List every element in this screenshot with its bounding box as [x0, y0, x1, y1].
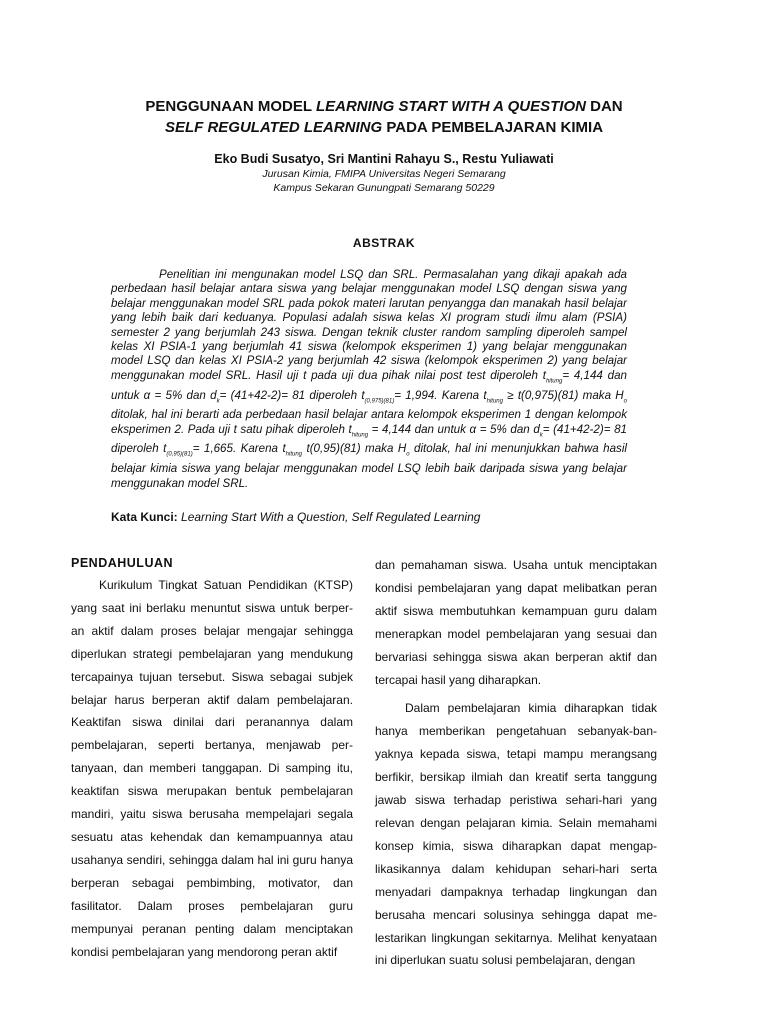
subscript: hitung	[351, 432, 369, 438]
title-part-italic: SELF REGULATED LEARNING	[164, 119, 383, 136]
title-part: PENGGUNAAN MODEL	[145, 98, 316, 115]
affiliation-line-2: Kampus Sekaran Gunungpati Semarang 50229	[273, 182, 495, 194]
section-heading: PENDAHULUAN	[71, 556, 174, 570]
body-paragraph: dan pemahaman siswa. Usaha untuk menciptakan kondisi pembelajaran yang dapat melibatkan peran aktif siswa membutuhkan kemampuan guru dalam menerapkan model pembelajaran yang sesuai dan bervariasi sehingga siswa akan berperan aktif dan tercapai hasil yang diharapkan.	[375, 558, 657, 687]
subscript: (0,95)(81)	[166, 451, 193, 458]
subscript: k	[216, 397, 220, 404]
keywords-text: Learning Start With a Question, Self Regulated Learning	[177, 510, 481, 524]
subscript: (0,975)(81)	[364, 397, 395, 404]
keywords-label: Kata Kunci:	[111, 510, 178, 524]
abstract-text: ≥ t(0,975)(81) maka H	[502, 388, 624, 402]
subscript: hitung	[486, 397, 503, 404]
abstract-text: = 4,144 dan untuk α = 5% dan d	[111, 368, 627, 402]
title-part: DAN	[585, 98, 623, 115]
subscript: o	[623, 397, 627, 404]
abstract-text: = (41+42-2)= 81 diperoleh t	[219, 388, 365, 402]
body-paragraph: Dalam pembelajaran kimia diharapkan tidak hanya memberikan pengetahuan sebanyak-ban-yaknya kepada siswa, tetapi mampu merangsang berfikir, bersikap ilmiah dan kreatif serta tanggung jawab siswa terhadap peristiwa sehari-hari yang relevan dengan pelajaran kimia. Selain memahami konsep kimia, siswa diharapkan dapat mengap-likasikannya dalam kehidupan sehari-hari serta menyadari dampaknya terhadap lingkungan dan berusaha mencari solusinya sehingga dapat me-lestarikan lingkungan sekitarnya. Melihat kenyataan ini diperlukan suatu solusi pembelajaran, dengan	[375, 701, 657, 968]
abstract-text: = 1,994. Karena t	[394, 388, 487, 402]
abstract-heading: ABSTRAK	[352, 236, 416, 250]
paper-title	[60, 96, 708, 138]
subscript: k	[539, 432, 543, 438]
title-part: PADA PEMBELAJARAN KIMIA	[382, 119, 604, 136]
abstract-text: = 1,665. Karena t	[192, 442, 286, 456]
abstract-text: = (41+42-2)= 81 diperoleh t	[111, 422, 627, 456]
title-line-1	[60, 96, 708, 117]
abstract-text: ditolak, hal ini berarti ada perbedaan hasil belajar antara kelompok eksperimen 1 dengan kelompok eksperimen 2. Pada uji t satu pihak diperoleh t	[111, 408, 627, 436]
body-paragraph: Kurikulum Tingkat Satuan Pendidikan (KTSP) yang saat ini berlaku menuntut siswa untuk berper-an aktif dalam proses belajar mengajar sehingga diperlukan strategi pembelajaran yang mendukung tercapainya tujuan tersebut. Siswa sebagai subjek belajar harus berperan aktif dalam pembelajaran. Keaktifan siswa dinilai dari peranannya dalam pembelajaran, seperti bertanya, menjawab per-tanyaan, dan memberi tanggapan. Di samping itu, keaktifan siswa merupakan bentuk pembelajaran mandiri, yaitu siswa berusaha mempelajari segala sesuatu atas kehendak dan kemampuannya atau usahanya sendiri, sehingga dalam hal ini guru hanya berperan sebagai pembimbing, motivator, dan fasilitator. Dalam proses pembelajaran guru mempunyai peranan penting dalam menciptakan kondisi pembelajaran yang mendorong peran aktif	[71, 578, 353, 959]
affiliation-line-1: Jurusan Kimia, FMIPA Universitas Negeri Semarang	[262, 168, 506, 180]
author-list: Eko Budi Susatyo, Sri Mantini Rahayu S., Restu Yuliawati	[214, 152, 554, 166]
left-column	[71, 552, 353, 963]
subscript: o	[406, 451, 410, 458]
abstract-text: t(0,95)(81) maka H	[302, 442, 407, 456]
right-column	[375, 554, 657, 972]
title-part-italic: LEARNING START WITH A QUESTION	[315, 98, 586, 115]
abstract-text: Penelitian ini mengunakan model LSQ dan SRL. Permasalahan yang dikaji apakah ada perbedaan hasil belajar antara siswa yang belajar menggunakan model LSQ dengan siswa yang belajar menggunakan model SRL pada pokok materi larutan penyangga dan manakah hasil belajar yang lebih baik dari keduanya. Populasi adalah siswa kelas XI program studi ilmu alam (PSIA) semester 2 yang berjumlah 243 siswa. Dengan teknik cluster random sampling diperoleh sampel kelas XI PSIA-1 yang berjumlah 41 siswa (kelompok eksperimen 1) yang belajar menggunakan model LSQ dan kelas XI PSIA-2 yang berjumlah 42 siswa (kelompok eksperimen 2) yang belajar menggunakan model SRL. Hasil uji t pada uji dua pihak nilai post test diperoleh t	[111, 268, 627, 382]
abstract-body	[111, 268, 627, 491]
subscript: hitung	[545, 378, 563, 385]
keywords	[111, 510, 651, 524]
title-line-2	[60, 117, 708, 138]
abstract-text: = 4,144 dan untuk α = 5% dan d	[368, 422, 540, 436]
abstract-text: ditolak, hal ini menunjukkan bahwa hasil belajar kimia siswa yang belajar menggunakan model LSQ lebih baik daripada siswa yang belajar menggunakan model SRL.	[111, 442, 627, 490]
abstract-paragraph	[111, 268, 627, 491]
subscript: hitung	[285, 451, 303, 458]
